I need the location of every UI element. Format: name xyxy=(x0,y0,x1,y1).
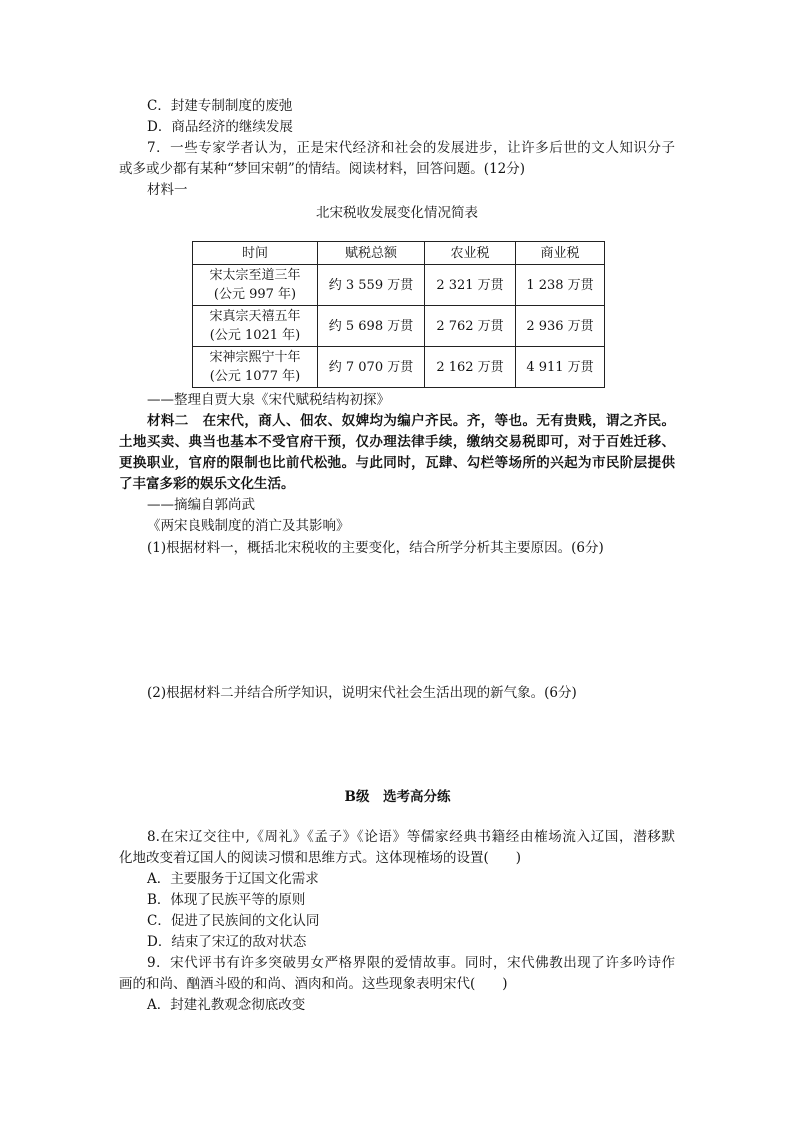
header-time: 时间 xyxy=(193,242,318,265)
section-b-heading: B级 选考高分练 xyxy=(344,789,451,805)
material2-line1: 材料二 在宋代，商人、佃农、奴婢均为编户齐民。齐，等也。无有贵贱，谓之齐民。 xyxy=(147,413,675,429)
q7-stem-line2: 或多或少都有某种“梦回宋朝”的情结。阅读材料，回答问题。(12分) xyxy=(119,161,526,177)
cell-time xyxy=(193,265,318,306)
cell-comm: 1 238 万贯 xyxy=(516,265,605,306)
q7-subquestion-2: (2)根据材料二并结合所学知识，说明宋代社会生活出现的新气象。(6分) xyxy=(147,685,577,701)
material1-source: ——整理自贾大泉《宋代赋税结构初探》 xyxy=(147,392,390,408)
q8-option-a[interactable]: A．主要服务于辽国文化需求 xyxy=(147,871,319,887)
table-row xyxy=(193,347,605,388)
cell-agri: 2 162 万贯 xyxy=(425,347,516,388)
cell-year: (公元 997 年) xyxy=(213,287,297,302)
cell-period: 宋真宗天禧五年 xyxy=(209,309,301,324)
q8-stem-line1: 8.在宋辽交往中,《周礼》《孟子》《论语》等儒家经典书籍经由榷场流入辽国，潜移默 xyxy=(147,829,675,845)
q9-stem-line1: 9．宋代评书有许多突破男女严格界限的爱情故事。同时，宋代佛教出现了许多吟诗作 xyxy=(147,955,675,971)
cell-agri: 2 321 万贯 xyxy=(425,265,516,306)
table-title: 北宋税收发展变化情况简表 xyxy=(316,205,478,221)
q7-stem-line1: 7．一些专家学者认为，正是宋代经济和社会的发展进步，让许多后世的文人知识分子 xyxy=(147,140,675,156)
cell-time xyxy=(193,347,318,388)
q8-option-b[interactable]: B．体现了民族平等的原则 xyxy=(147,892,306,908)
material2-line3: 更换职业，官府的限制也比前代松弛。与此同时，瓦肆、勾栏等场所的兴起为市民阶层提供 xyxy=(119,455,675,471)
cell-agri: 2 762 万贯 xyxy=(425,306,516,347)
cell-comm: 4 911 万贯 xyxy=(516,347,605,388)
q8-option-d[interactable]: D．结束了宋辽的敌对状态 xyxy=(147,934,307,950)
table-row xyxy=(193,306,605,347)
material2-line4: 了丰富多彩的娱乐文化生活。 xyxy=(119,476,295,492)
cell-total: 约 5 698 万贯 xyxy=(318,306,425,347)
q7-subquestion-1: (1)根据材料一，概括北宋税收的主要变化，结合所学分析其主要原因。(6分) xyxy=(147,540,604,556)
header-comm: 商业税 xyxy=(516,242,605,265)
cell-total: 约 7 070 万贯 xyxy=(318,347,425,388)
material1-label: 材料一 xyxy=(147,182,188,198)
material2-line2: 土地买卖、典当也基本不受官府干预，仅办理法律手续，缴纳交易税即可，对于百姓迁移、 xyxy=(119,434,675,450)
q9-stem-line2: 画的和尚、酗酒斗殴的和尚、酒肉和尚。这些现象表明宋代( ) xyxy=(119,976,508,992)
q6-option-d[interactable]: D．商品经济的继续发展 xyxy=(147,119,293,135)
cell-comm: 2 936 万贯 xyxy=(516,306,605,347)
header-total: 赋税总额 xyxy=(318,242,425,265)
cell-period: 宋神宗熙宁十年 xyxy=(209,350,301,365)
cell-period: 宋太宗至道三年 xyxy=(209,268,301,283)
tax-table xyxy=(192,241,605,388)
table-header-row xyxy=(193,242,605,265)
q8-stem-line2: 化地改变着辽国人的阅读习惯和思维方式。这体现榷场的设置( ) xyxy=(119,850,522,866)
cell-time xyxy=(193,306,318,347)
q9-option-a[interactable]: A．封建礼教观念彻底改变 xyxy=(147,997,306,1013)
q8-option-c[interactable]: C．促进了民族间的文化认同 xyxy=(147,913,320,929)
cell-year: (公元 1021 年) xyxy=(209,328,301,343)
q6-option-c[interactable]: C．封建专制制度的废弛 xyxy=(147,98,293,114)
cell-total: 约 3 559 万贯 xyxy=(318,265,425,306)
header-agri: 农业税 xyxy=(425,242,516,265)
material2-source-line2: 《两宋良贱制度的消亡及其影响》 xyxy=(147,518,350,534)
cell-year: (公元 1077 年) xyxy=(209,369,301,384)
material2-source-line1: ——摘编自郭尚武 xyxy=(147,497,255,513)
table-row xyxy=(193,265,605,306)
